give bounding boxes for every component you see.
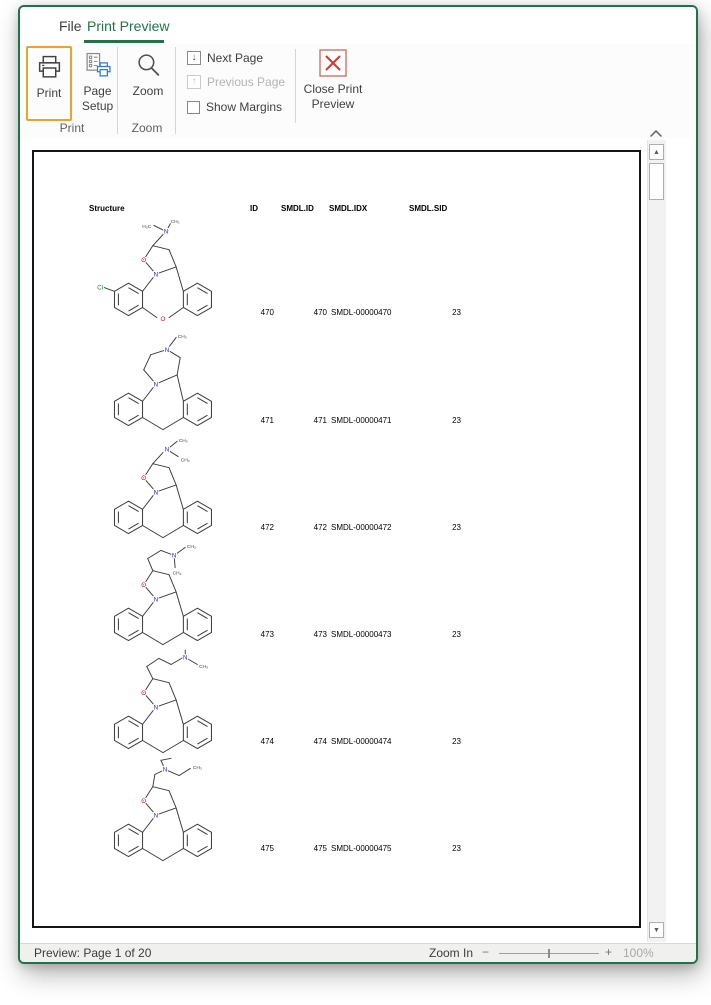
cell-smdl-id: 470 xyxy=(313,308,327,317)
status-bar xyxy=(20,943,696,962)
scroll-up-button[interactable]: ▲ xyxy=(649,144,664,160)
page-setup-label: Page Setup xyxy=(81,84,114,113)
preview-page xyxy=(32,150,641,928)
svg-text:N: N xyxy=(153,812,159,820)
status-preview-page-text: Preview: Page 1 of 20 xyxy=(34,946,152,960)
print-preview-window xyxy=(18,5,698,964)
cell-smdl-idx: SMDL-00000472 xyxy=(331,523,392,532)
print-button-label: Print xyxy=(36,86,62,100)
zoom-slider-thumb[interactable] xyxy=(548,949,550,958)
structure-image-471 xyxy=(90,326,242,441)
vertical-scrollbar[interactable] xyxy=(647,140,666,942)
cell-smdl-id: 473 xyxy=(313,630,327,639)
svg-text:O: O xyxy=(141,798,147,806)
column-header-smdl-sid: SMDL.SID xyxy=(409,204,448,213)
svg-text:N: N xyxy=(164,346,170,354)
printer-icon xyxy=(36,54,63,85)
active-tab-underline xyxy=(84,40,164,43)
structure-image-474 xyxy=(90,649,242,764)
svg-text:O: O xyxy=(160,315,166,323)
ribbon-tab-row xyxy=(20,7,696,44)
column-header-smdl-idx: SMDL.IDX xyxy=(329,204,368,213)
structure-image-470 xyxy=(90,216,242,331)
molecule-475 xyxy=(90,757,242,867)
svg-text:N: N xyxy=(164,446,170,454)
cell-smdl-sid: 23 xyxy=(452,308,461,317)
previous-page-button xyxy=(187,72,285,92)
previous-page-label: Previous Page xyxy=(207,75,286,89)
close-icon xyxy=(319,49,347,81)
column-header-smdl-id: SMDL.ID xyxy=(281,204,314,213)
scroll-down-button[interactable]: ▼ xyxy=(649,922,664,938)
zoom-percentage: 100% xyxy=(623,946,654,960)
cell-smdl-idx: SMDL-00000474 xyxy=(331,737,392,746)
tab-file[interactable]: File xyxy=(59,18,82,34)
cell-id: 474 xyxy=(260,737,274,746)
next-page-button[interactable] xyxy=(187,48,263,68)
cell-smdl-sid: 23 xyxy=(452,737,461,746)
molecule-471 xyxy=(90,326,242,436)
svg-text:CH₃: CH₃ xyxy=(178,439,188,445)
svg-text:N: N xyxy=(182,654,188,662)
close-print-preview-label: Close Print Preview xyxy=(303,82,363,111)
zoom-out-button[interactable]: − xyxy=(482,945,490,959)
svg-text:N: N xyxy=(153,381,159,389)
tab-print-preview[interactable]: Print Preview xyxy=(87,18,170,34)
cell-smdl-id: 475 xyxy=(313,844,327,853)
next-page-label: Next Page xyxy=(207,51,264,65)
ribbon xyxy=(20,44,696,139)
svg-text:N: N xyxy=(153,271,159,279)
show-margins-checkbox[interactable] xyxy=(187,101,200,114)
zoom-button[interactable] xyxy=(125,48,171,123)
zoom-button-label: Zoom xyxy=(132,84,164,98)
svg-text:N: N xyxy=(153,489,159,497)
svg-text:CH₃: CH₃ xyxy=(177,335,187,341)
magnifier-icon xyxy=(135,52,162,83)
cell-smdl-idx: SMDL-00000473 xyxy=(331,630,392,639)
page-setup-button[interactable] xyxy=(75,48,120,123)
show-margins-toggle[interactable] xyxy=(187,97,282,117)
previous-page-icon: ↑ xyxy=(187,75,201,89)
svg-text:O: O xyxy=(141,690,147,698)
molecule-474 xyxy=(90,649,242,759)
molecule-473 xyxy=(90,541,242,651)
molecule-472 xyxy=(90,434,242,544)
svg-text:O: O xyxy=(141,257,147,265)
svg-text:CH₃: CH₃ xyxy=(172,571,182,577)
cell-smdl-idx: SMDL-00000475 xyxy=(331,844,392,853)
zoom-in-label: Zoom In xyxy=(429,946,474,960)
svg-text:CH₃: CH₃ xyxy=(186,545,196,551)
scrollbar-thumb[interactable] xyxy=(649,163,664,200)
cell-smdl-id: 472 xyxy=(313,523,327,532)
cell-id: 475 xyxy=(260,844,274,853)
svg-text:CH₃: CH₃ xyxy=(180,458,190,464)
column-header-structure: Structure xyxy=(89,204,125,213)
cell-smdl-sid: 23 xyxy=(452,416,461,425)
cell-id: 470 xyxy=(260,308,274,317)
structure-image-473 xyxy=(90,541,242,656)
page-setup-icon xyxy=(84,52,111,83)
cell-smdl-id: 471 xyxy=(313,416,327,425)
svg-text:N: N xyxy=(163,228,169,236)
svg-text:CH₃: CH₃ xyxy=(192,766,202,772)
group-label-zoom: Zoom xyxy=(131,121,163,135)
zoom-in-button[interactable]: + xyxy=(605,945,613,959)
cell-smdl-idx: SMDL-00000471 xyxy=(331,416,392,425)
svg-text:H₃C: H₃C xyxy=(142,225,152,231)
svg-text:N: N xyxy=(153,596,159,604)
close-print-preview-button[interactable] xyxy=(297,48,369,128)
cell-smdl-sid: 23 xyxy=(452,844,461,853)
svg-text:O: O xyxy=(141,582,147,590)
structure-image-475 xyxy=(90,757,242,872)
show-margins-label: Show Margins xyxy=(206,100,283,114)
structure-image-472 xyxy=(90,434,242,549)
svg-text:N: N xyxy=(153,704,159,712)
svg-text:N: N xyxy=(162,766,168,774)
print-button[interactable] xyxy=(26,46,72,121)
column-header-id: ID xyxy=(250,204,258,213)
next-page-icon: ↓ xyxy=(187,51,201,65)
cell-smdl-sid: 23 xyxy=(452,523,461,532)
cell-id: 472 xyxy=(260,523,274,532)
svg-text:O: O xyxy=(141,475,147,483)
separator xyxy=(295,49,296,123)
cell-smdl-sid: 23 xyxy=(452,630,461,639)
cell-id: 471 xyxy=(260,416,274,425)
svg-text:N: N xyxy=(171,552,177,560)
cell-smdl-id: 474 xyxy=(313,737,327,746)
preview-area xyxy=(20,138,696,944)
svg-text:Cl: Cl xyxy=(97,284,104,292)
group-label-print: Print xyxy=(59,121,85,135)
molecule-470 xyxy=(90,216,242,326)
cell-id: 473 xyxy=(260,630,274,639)
svg-text:CH₃: CH₃ xyxy=(198,665,208,671)
svg-text:CH₃: CH₃ xyxy=(170,220,180,226)
cell-smdl-idx: SMDL-00000470 xyxy=(331,308,392,317)
